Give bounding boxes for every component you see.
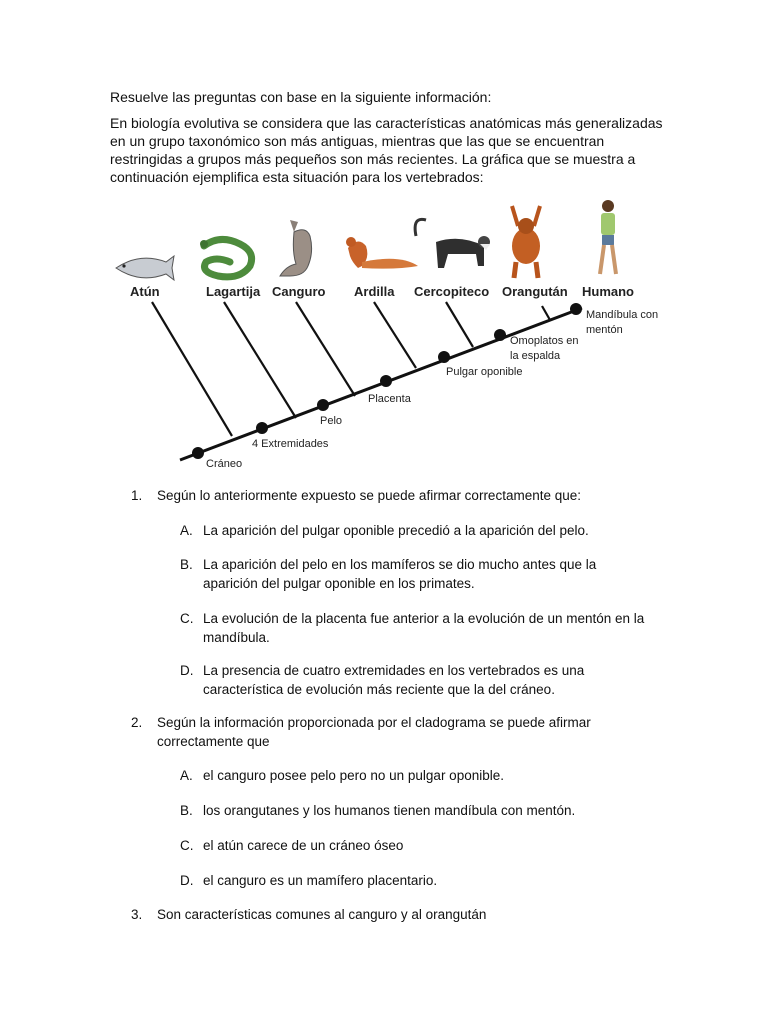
option-text: el canguro es un mamífero placentario. [203, 873, 438, 888]
trait-label: mentón [586, 324, 623, 336]
trait-label: Pelo [320, 415, 343, 427]
option-letter: C. [180, 838, 194, 853]
trait-node [494, 329, 506, 341]
taxon-label: Ardilla [354, 284, 395, 299]
trait-label: Omoplatos en [510, 335, 579, 347]
trait-node [438, 351, 450, 363]
human-icon [600, 200, 616, 274]
trait-label: 4 Extremidades [252, 438, 329, 450]
trait-label: Pulgar oponible [446, 366, 523, 378]
taxon-label: Cercopiteco [414, 284, 490, 299]
trait-node [192, 447, 204, 459]
intro-paragraph: En biología evolutiva se considera que las características anatómicas más generalizadas en un grupo taxonómico son más antiguas, mientras que las que se encuentran restringidas a grupos más pequeños son más recientes. La gráfica que se muestra a continuación ejemplifica esta situación para los vertebrados: [110, 115, 663, 185]
taxon-label: Atún [130, 284, 160, 299]
trait-label: Placenta [368, 393, 411, 405]
option-letter: C. [180, 611, 194, 626]
question-text: Según la información proporcionada por el cladograma se puede afirmar correctamente que [157, 715, 591, 749]
trait-node [256, 422, 268, 434]
question-number: 1. [131, 488, 143, 503]
trait-label: Mandíbula con [586, 309, 659, 321]
question-number: 3. [131, 907, 143, 922]
option-letter: A. [180, 523, 193, 538]
taxon-label: Lagartija [206, 284, 261, 299]
taxon-label: Canguro [272, 284, 326, 299]
option-letter: D. [180, 873, 194, 888]
question-text: Según lo anteriormente expuesto se puede afirmar correctamente que: [157, 488, 581, 503]
kangaroo-icon [280, 220, 312, 276]
option-letter: A. [180, 768, 193, 783]
option-text: el atún carece de un cráneo óseo [203, 838, 404, 853]
intro-text: Resuelve las preguntas con base en la siguiente información: [110, 89, 492, 105]
fish-icon [116, 256, 174, 280]
option-text: los orangutanes y los humanos tienen mandíbula con mentón. [203, 803, 576, 818]
trait-node [570, 303, 582, 315]
question-text: Son características comunes al canguro y al orangután [157, 907, 487, 922]
taxon-label: Orangután [502, 284, 568, 299]
lizard-icon [200, 239, 252, 276]
trait-node [380, 375, 392, 387]
trait-label: la espalda [510, 350, 561, 362]
option-letter: B. [180, 557, 193, 572]
option-text: La aparición del pelo en los mamíferos se dio mucho antes que la aparición del pulgar oponible en los primates. [203, 557, 597, 591]
orangutan-icon [512, 206, 540, 278]
monkey-icon [415, 219, 490, 268]
trait-node [317, 399, 329, 411]
option-letter: D. [180, 663, 194, 678]
option-text: La evolución de la placenta fue anterior a la evolución de un mentón en la mandíbula. [203, 611, 645, 645]
option-letter: B. [180, 803, 193, 818]
option-text: el canguro posee pelo pero no un pulgar oponible. [203, 768, 504, 783]
option-text: La presencia de cuatro extremidades en los vertebrados es una característica de evolución más reciente que la del cráneo. [203, 663, 585, 697]
squirrel-icon [346, 237, 418, 269]
cladogram [100, 196, 680, 476]
taxon-label: Humano [582, 284, 634, 299]
trait-label: Cráneo [206, 458, 243, 470]
option-text: La aparición del pulgar oponible precedió a la aparición del pelo. [203, 523, 589, 538]
question-number: 2. [131, 715, 143, 730]
